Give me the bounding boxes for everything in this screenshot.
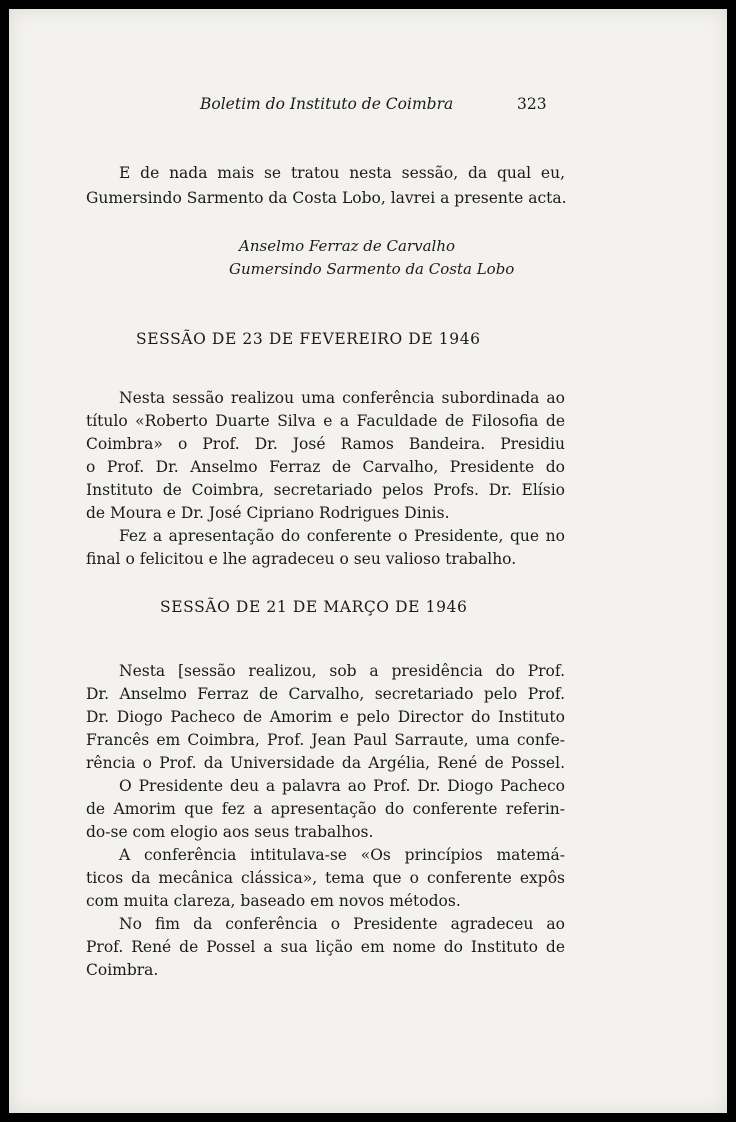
text-line: Instituto de Coimbra, secretariado pelos Profs. Dr. Elísio	[86, 481, 565, 499]
text-line: Gumersindo Sarmento da Costa Lobo, lavrei a presente acta.	[86, 189, 567, 207]
page-number: 323	[517, 95, 547, 113]
document-page	[9, 9, 727, 1113]
session-heading: SESSÃO DE 21 DE MARÇO DE 1946	[160, 598, 468, 616]
text-line: Fez a apresentação do conferente o Presidente, que no	[119, 527, 565, 545]
journal-title: Boletim do Instituto de Coimbra	[200, 95, 454, 113]
text-line: de Amorim que fez a apresentação do conferente referin-	[86, 800, 565, 818]
text-line: com muita clareza, baseado em novos métodos.	[86, 892, 461, 910]
text-line: Nesta sessão realizou uma conferência subordinada ao	[119, 389, 565, 407]
text-line: Francês em Coimbra, Prof. Jean Paul Sarraute, uma confe-	[86, 731, 565, 749]
text-line: Dr. Diogo Pacheco de Amorim e pelo Director do Instituto	[86, 708, 565, 726]
text-line: ticos da mecânica clássica», tema que o conferente expôs	[86, 869, 565, 887]
signature: Anselmo Ferraz de Carvalho	[239, 237, 456, 255]
text-line: O Presidente deu a palavra ao Prof. Dr. Diogo Pacheco	[119, 777, 565, 795]
signature: Gumersindo Sarmento da Costa Lobo	[229, 260, 515, 278]
text-line: Dr. Anselmo Ferraz de Carvalho, secretariado pelo Prof.	[86, 685, 565, 703]
text-line: E de nada mais se tratou nesta sessão, da qual eu,	[119, 164, 565, 182]
text-line: Coimbra» o Prof. Dr. José Ramos Bandeira. Presidiu	[86, 435, 565, 453]
text-line: Nesta [sessão realizou, sob a presidência do Prof.	[119, 662, 565, 680]
text-line: rência o Prof. da Universidade da Argélia, René de Possel.	[86, 754, 565, 772]
text-line: A conferência intitulava-se «Os princípios matemá-	[119, 846, 565, 864]
text-line: título «Roberto Duarte Silva e a Faculdade de Filosofia de	[86, 412, 565, 430]
session-heading: SESSÃO DE 23 DE FEVEREIRO DE 1946	[136, 330, 481, 348]
text-line: de Moura e Dr. José Cipriano Rodrigues Dinis.	[86, 504, 450, 522]
text-line: o Prof. Dr. Anselmo Ferraz de Carvalho, Presidente do	[86, 458, 565, 476]
text-line: final o felicitou e lhe agradeceu o seu valioso trabalho.	[86, 550, 517, 568]
text-line: Prof. René de Possel a sua lição em nome do Instituto de	[86, 938, 565, 956]
text-line: do-se com elogio aos seus trabalhos.	[86, 823, 374, 841]
text-line: Coimbra.	[86, 961, 159, 979]
text-line: No fim da conferência o Presidente agradeceu ao	[119, 915, 565, 933]
running-header	[9, 95, 727, 119]
